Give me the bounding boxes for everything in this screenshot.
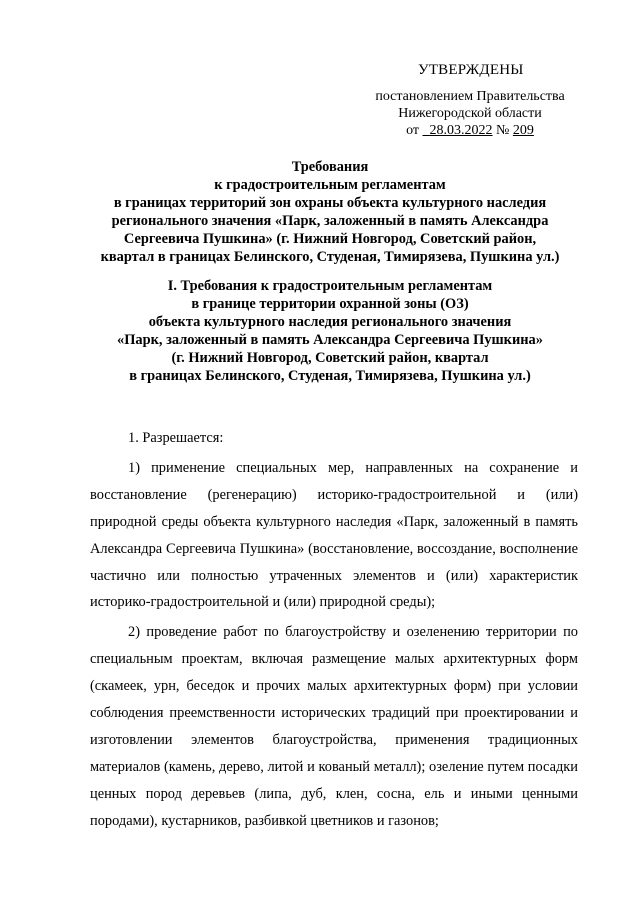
approval-title: УТВЕРЖДЕНЫ: [418, 62, 524, 78]
document-body: [90, 425, 578, 835]
approval-date-line: [360, 122, 580, 139]
heading2-line: «Парк, заложенный в память Александра Сергеевича Пушкина»: [117, 332, 543, 348]
heading2-line: (г. Нижний Новгород, Советский район, квартал: [171, 350, 489, 366]
heading2-line: объекта культурного наследия регионального значения: [148, 314, 512, 330]
heading1-line: Требования: [291, 159, 369, 175]
paragraph-1: 1) применение специальных мер, направленных на сохранение и восстановление (регенерацию) историко-градостроительной и (или) природной среды объекта культурного наследия «Парк, заложенный в память Александра Сергеевича Пушкина» (восстановление, воссоздание, восполнение частично или полностью утраченных элементов и (или) характеристик историко-градостроительной и (или) природной среды);: [90, 459, 578, 611]
approval-block: [360, 88, 580, 139]
heading1-line: к градостроительным регламентам: [214, 177, 446, 193]
item-1-label: 1. Разрешается:: [128, 430, 224, 446]
date-prefix: от: [406, 123, 420, 138]
heading2-line: в границе территории охранной зоны (ОЗ): [191, 296, 469, 312]
heading1-line: квартал в границах Белинского, Студеная, Тимирязева, Пушкина ул.): [100, 249, 560, 265]
heading2-line: I. Требования к градостроительным регламентам: [167, 278, 493, 294]
number-sign: №: [496, 123, 510, 138]
approval-date: [423, 123, 493, 138]
heading2-line: в границах Белинского, Студеная, Тимирязева, Пушкина ул.): [129, 368, 531, 384]
approval-number: 209: [512, 123, 534, 138]
approval-line-1: постановлением Правительства: [375, 89, 565, 104]
heading1-line: Сергеевича Пушкина» (г. Нижний Новгород, Советский район,: [123, 231, 537, 247]
section-heading: [80, 277, 580, 385]
heading1-line: регионального значения «Парк, заложенный в память Александра: [111, 213, 549, 229]
main-heading: [80, 158, 580, 266]
approval-line-2: Нижегородской области: [398, 106, 542, 121]
date-value: 28.03.2022: [429, 123, 493, 138]
heading1-line: в границах территорий зон охраны объекта культурного наследия: [113, 195, 547, 211]
paragraph-2: 2) проведение работ по благоустройству и озеленению территории по специальным проектам, включая размещение малых архитектурных форм (скамеек, урн, беседок и прочих малых архитектурных форм) при условии соблюдения преемственности исторических традиций при проектировании и изготовлении элементов благоустройства, применения традиционных материалов (камень, дерево, литой и кованый металл); озеление путем посадки ценных пород деревьев (липа, дуб, клен, сосна, ель и иными ценными породами), кустарников, разбивкой цветников и газонов;: [90, 624, 578, 829]
